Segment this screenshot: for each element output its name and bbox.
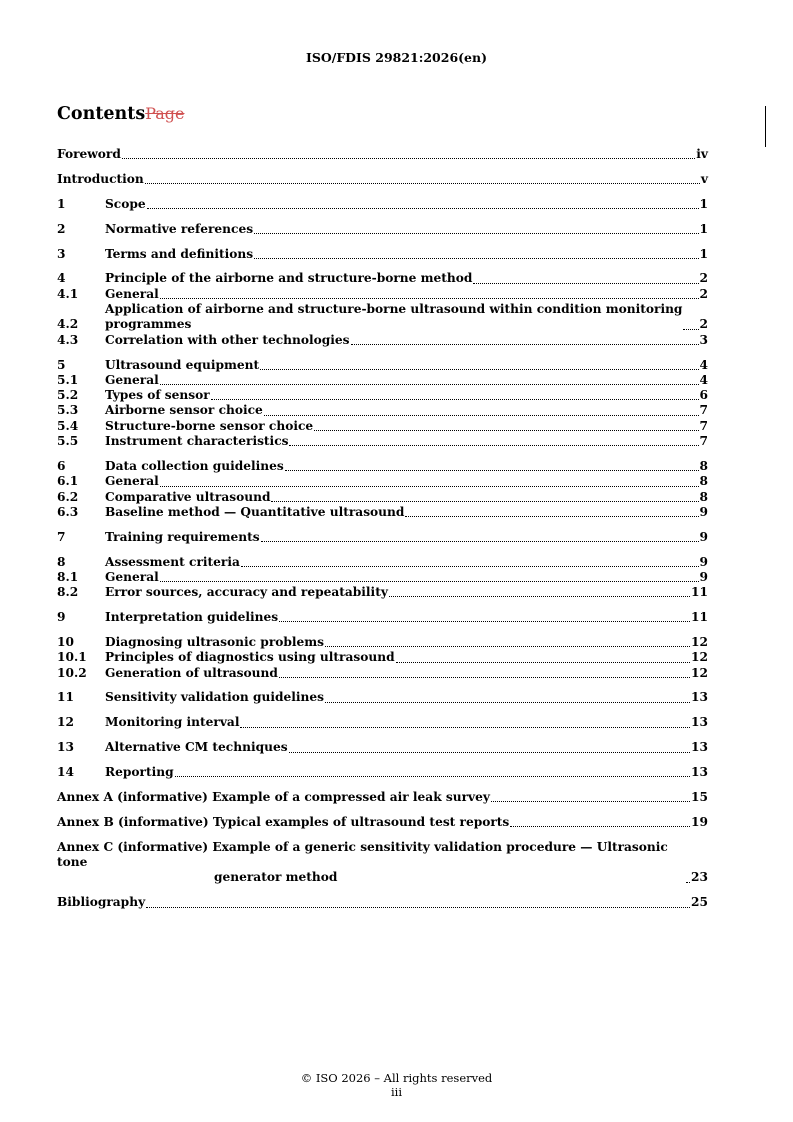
toc-entry[interactable]	[57, 147, 708, 162]
toc-entry-label	[105, 635, 708, 650]
toc-entry-number: 2	[57, 221, 66, 236]
toc-entry-title-line: Data collection guidelines	[105, 458, 284, 473]
toc-entry-label	[105, 740, 708, 755]
dot-leader	[175, 774, 690, 777]
dot-leader	[254, 256, 698, 259]
toc-entry-title	[105, 222, 253, 237]
toc-entry-title-continuation: programmes	[105, 317, 192, 332]
toc-entry-title-line: Generation of ultrasound	[105, 665, 278, 680]
toc-entry-number: 5.2	[57, 388, 79, 403]
toc-entry[interactable]	[57, 650, 708, 665]
toc-entry-title-line: Monitoring interval	[105, 715, 240, 730]
toc-entry[interactable]	[57, 555, 708, 570]
toc-entry[interactable]	[57, 403, 708, 418]
toc-entry-title-line: Correlation with other technologies	[105, 332, 350, 347]
dot-leader	[351, 342, 699, 345]
toc-entry-title	[105, 333, 350, 348]
dot-leader	[160, 296, 699, 299]
toc-entry-page: 12	[691, 650, 708, 665]
toc-entry-label	[105, 403, 708, 418]
toc-entry[interactable]	[57, 895, 708, 910]
toc-entry-title-line: Annex A (informative) Example of a compressed air leak survey	[57, 790, 490, 804]
toc-entry-number: 10.1	[57, 650, 87, 665]
dot-leader	[241, 564, 699, 567]
toc-entry-title-line: Foreword	[57, 147, 121, 161]
page-footer	[0, 1072, 793, 1099]
dot-leader	[264, 413, 699, 416]
toc-entry-number: 4.2	[57, 317, 79, 332]
dot-leader	[686, 880, 690, 883]
toc-entry-title	[57, 172, 144, 187]
toc-entry[interactable]	[57, 287, 708, 302]
toc-entry-title-line: Application of airborne and structure-borne ultrasound within condition monitoring	[105, 302, 683, 317]
toc-entry-label	[105, 197, 708, 212]
toc-entry-page: 4	[699, 357, 708, 372]
toc-entry-title	[105, 197, 146, 212]
toc-entry-title	[57, 790, 490, 805]
toc-entry-label	[105, 585, 708, 600]
toc-entry-label	[105, 715, 708, 730]
toc-entry-title-line: Annex B (informative) Typical examples of ultrasound test reports	[57, 814, 510, 829]
toc-entry-label	[105, 765, 708, 780]
toc-entry-page: 15	[691, 790, 708, 804]
dot-leader	[160, 382, 699, 385]
toc-entry-title-line: Training requirements	[105, 529, 260, 544]
toc-entry-label	[57, 172, 708, 187]
dot-leader	[211, 397, 699, 400]
toc-entry-label	[105, 570, 708, 585]
toc-entry-title	[105, 434, 288, 449]
toc-entry-title	[105, 388, 210, 403]
page-number: iii	[390, 1084, 403, 1099]
toc-entry[interactable]	[57, 815, 708, 830]
toc-entry-label	[105, 555, 708, 570]
toc-entry[interactable]	[57, 505, 708, 520]
toc-entry-page: 12	[691, 634, 708, 649]
toc-entry-label	[105, 247, 708, 262]
toc-entry-label	[105, 419, 708, 434]
toc-entry-label	[105, 222, 708, 237]
toc-entry-title	[105, 690, 324, 705]
toc-entry-title-line: Terms and definitions	[105, 246, 254, 261]
toc-entry-title	[105, 650, 395, 665]
toc-entry-number: 5.3	[57, 403, 79, 418]
toc-entry-number: 3	[57, 246, 66, 261]
toc-entry-label	[57, 147, 708, 162]
toc-entry-title	[105, 530, 260, 545]
toc-entry-number: 6.1	[57, 474, 79, 489]
toc-entry-page: 8	[699, 489, 708, 504]
toc-entry-number: 6.3	[57, 504, 79, 519]
dot-leader	[279, 619, 690, 622]
dot-leader	[240, 725, 690, 728]
toc-entry[interactable]	[57, 373, 708, 388]
toc-entry-label	[105, 610, 708, 625]
contents-title	[57, 104, 185, 124]
dot-leader	[147, 206, 699, 209]
toc-entry-number: 5.5	[57, 434, 79, 449]
toc-entry-page: 4	[699, 372, 708, 387]
toc-entry-title-line: Alternative CM techniques	[105, 740, 288, 755]
toc-entry[interactable]	[57, 635, 708, 650]
toc-entry-title	[57, 815, 509, 830]
toc-entry-number: 5.4	[57, 418, 79, 433]
toc-entry-title-line: Types of sensor	[105, 388, 210, 403]
toc-entry-title	[105, 247, 253, 262]
toc-entry-label	[57, 815, 708, 830]
toc-entry-label	[105, 302, 708, 333]
toc-entry-title	[105, 271, 472, 286]
dot-leader	[314, 428, 698, 431]
toc-entry-title	[105, 287, 159, 302]
dot-leader	[396, 660, 690, 663]
dot-leader	[160, 579, 699, 582]
page-heading-struck: Page	[145, 104, 185, 123]
toc-entry[interactable]	[57, 530, 708, 545]
toc-entry-label	[105, 690, 708, 705]
dot-leader	[285, 468, 699, 471]
toc-entry-title-line: Normative references	[105, 221, 254, 236]
dot-leader	[260, 367, 698, 370]
dot-leader	[491, 799, 690, 802]
toc-entry-title	[105, 610, 278, 625]
toc-entry-page: 11	[691, 610, 708, 625]
toc-entry-page: 8	[699, 474, 708, 489]
toc-entry-title	[105, 765, 174, 780]
toc-entry[interactable]	[57, 490, 708, 505]
toc-entry-title	[105, 505, 404, 520]
toc-entry-page: 1	[699, 246, 708, 261]
toc-entry-label	[105, 490, 708, 505]
toc-entry-title	[57, 840, 685, 886]
contents-heading: Contents	[57, 104, 146, 124]
toc-entry-title-line: Reporting	[105, 765, 174, 780]
toc-entry-label	[105, 373, 708, 388]
toc-entry-page: 1	[699, 196, 708, 211]
toc-entry-title	[105, 555, 240, 570]
toc-entry-number: 13	[57, 740, 74, 755]
dot-leader	[405, 514, 698, 517]
toc-entry[interactable]	[57, 474, 708, 489]
toc-entry-title-line: Interpretation guidelines	[105, 610, 279, 625]
toc-entry[interactable]	[57, 690, 708, 705]
toc-entry-title-continuation: generator method	[214, 870, 338, 885]
toc-entry-page: 9	[699, 529, 708, 544]
toc-entry-title	[105, 302, 682, 333]
toc-entry-number: 6.2	[57, 489, 79, 504]
dot-leader	[473, 281, 698, 284]
toc-entry-title-line: Assessment criteria	[105, 554, 240, 569]
toc-entry[interactable]	[57, 715, 708, 730]
toc-entry-title-line: Structure-borne sensor choice	[105, 418, 314, 433]
toc-entry-title-line: Annex C (informative) Example of a generic sensitivity validation procedure — Ultrasonic tone	[57, 839, 668, 870]
toc-entry-label	[105, 474, 708, 489]
toc-entry-number: 5	[57, 357, 66, 372]
toc-entry-title-line: Principles of diagnostics using ultrasound	[105, 650, 395, 665]
toc-entry-page: 7	[699, 403, 708, 418]
dot-leader	[122, 156, 695, 159]
toc-entry-label	[105, 459, 708, 474]
toc-entry[interactable]	[57, 740, 708, 755]
toc-entry-title	[105, 373, 159, 388]
toc-entry-number: 8.1	[57, 569, 79, 584]
toc-entry-number: 4	[57, 271, 66, 286]
dot-leader	[279, 675, 690, 678]
toc-entry[interactable]	[57, 302, 708, 333]
toc-entry[interactable]	[57, 790, 708, 805]
toc-entry-label	[105, 530, 708, 545]
toc-entry-label	[105, 287, 708, 302]
dot-leader	[289, 750, 690, 753]
toc-entry-title-line: Diagnosing ultrasonic problems	[105, 634, 325, 649]
toc-entry-number: 10	[57, 634, 74, 649]
dot-leader	[261, 539, 699, 542]
toc-entry-label	[105, 333, 708, 348]
toc-entry-title-line: Sensitivity validation guidelines	[105, 690, 325, 705]
toc-entry-page: 23	[691, 870, 708, 885]
toc-entry[interactable]	[57, 765, 708, 780]
toc-entry[interactable]	[57, 666, 708, 681]
toc-entry[interactable]	[57, 459, 708, 474]
toc-entry-title-line: Error sources, accuracy and repeatability	[105, 585, 388, 600]
toc-entry-label	[57, 790, 708, 805]
toc-entry-number: 8	[57, 554, 66, 569]
toc-entry-page: 2	[699, 317, 708, 332]
toc-entry-number: 11	[57, 690, 74, 705]
toc-entry-label	[105, 505, 708, 520]
toc-entry-number: 5.1	[57, 372, 79, 387]
toc-entry-label	[105, 434, 708, 449]
toc-entry-title	[57, 895, 145, 910]
dot-leader	[325, 644, 690, 647]
toc-entry[interactable]	[57, 388, 708, 403]
toc-entry-label	[105, 650, 708, 665]
toc-entry-number: 12	[57, 715, 74, 730]
toc-entry-title	[105, 474, 159, 489]
toc-entry-page: v	[700, 171, 708, 186]
toc-entry[interactable]	[57, 271, 708, 286]
toc-entry-label	[105, 666, 708, 681]
toc-entry-title	[105, 635, 324, 650]
toc-entry-page: 8	[699, 458, 708, 473]
toc-entry-number: 7	[57, 529, 66, 544]
dot-leader	[325, 700, 690, 703]
toc-entry-title-line: Bibliography	[57, 895, 146, 910]
toc-entry-page: 3	[699, 332, 708, 347]
toc-entry-title	[105, 419, 313, 434]
toc-entry-label	[105, 358, 708, 373]
toc-entry-page: 13	[691, 715, 708, 730]
toc-entry-title-line: Introduction	[57, 171, 144, 186]
toc-entry-title	[105, 459, 284, 474]
toc-entry-title	[105, 715, 239, 730]
dot-leader	[289, 443, 698, 446]
toc-entry[interactable]	[57, 222, 708, 237]
toc-entry-number: 4.3	[57, 332, 79, 347]
toc-entry-page: 1	[699, 221, 708, 236]
dot-leader	[145, 181, 700, 184]
toc-entry[interactable]	[57, 197, 708, 212]
toc-entry[interactable]	[57, 585, 708, 600]
toc-entry-label	[105, 271, 708, 286]
toc-entry-title	[105, 740, 288, 755]
toc-entry-label	[57, 895, 708, 910]
toc-entry-page: iv	[696, 147, 708, 161]
table-of-contents	[57, 147, 708, 911]
toc-entry-page: 7	[699, 434, 708, 449]
toc-entry-title-line: General	[105, 569, 159, 584]
toc-entry-page: 13	[691, 765, 708, 780]
toc-entry-title-line: General	[105, 474, 159, 489]
toc-entry-label	[105, 388, 708, 403]
toc-entry-title	[105, 490, 270, 505]
toc-entry-title-line: General	[105, 372, 159, 387]
toc-entry-title	[105, 585, 388, 600]
toc-entry-title-line: Comparative ultrasound	[105, 489, 271, 504]
dot-leader	[510, 824, 690, 827]
toc-entry-title-line: General	[105, 286, 159, 301]
dot-leader	[271, 499, 698, 502]
copyright-notice: © ISO 2026 – All rights reserved	[300, 1071, 493, 1085]
toc-entry[interactable]	[57, 358, 708, 373]
toc-entry[interactable]	[57, 570, 708, 585]
toc-entry-page: 13	[691, 690, 708, 705]
toc-entry-number: 14	[57, 765, 74, 780]
toc-entry-label	[57, 840, 708, 886]
toc-entry-page: 7	[699, 418, 708, 433]
dot-leader	[146, 905, 690, 908]
toc-entry-page: 9	[699, 554, 708, 569]
toc-entry-page: 11	[691, 585, 708, 600]
toc-entry[interactable]	[57, 247, 708, 262]
toc-entry-title	[105, 570, 159, 585]
toc-entry[interactable]	[57, 419, 708, 434]
toc-entry[interactable]	[57, 434, 708, 449]
toc-entry-title-line: Instrument characteristics	[105, 434, 289, 449]
dot-leader	[683, 327, 698, 330]
toc-entry-title	[105, 358, 259, 373]
toc-entry-number: 8.2	[57, 585, 79, 600]
toc-entry[interactable]	[57, 172, 708, 187]
toc-entry-page: 9	[699, 569, 708, 584]
toc-entry-number: 1	[57, 196, 66, 211]
dot-leader	[160, 484, 699, 487]
toc-entry-number: 9	[57, 610, 66, 625]
toc-entry-number: 6	[57, 458, 66, 473]
toc-entry-title	[105, 666, 278, 681]
toc-entry-title-line: Principle of the airborne and structure-borne method	[105, 271, 473, 286]
toc-entry-title-line: Airborne sensor choice	[105, 403, 263, 418]
change-bar	[765, 106, 766, 147]
toc-entry[interactable]	[57, 333, 708, 348]
toc-entry-page: 19	[691, 814, 708, 829]
toc-entry-page: 6	[699, 388, 708, 403]
toc-entry-title-line: Scope	[105, 196, 146, 211]
toc-entry-page: 13	[691, 740, 708, 755]
toc-entry-page: 2	[699, 286, 708, 301]
toc-entry[interactable]	[57, 610, 708, 625]
toc-entry-title-line: Baseline method — Quantitative ultrasound	[105, 504, 405, 519]
toc-entry-page: 2	[699, 271, 708, 286]
toc-entry-page: 25	[691, 895, 708, 910]
toc-entry-title	[57, 147, 121, 162]
toc-entry-number: 10.2	[57, 665, 87, 680]
toc-entry-page: 9	[699, 504, 708, 519]
toc-entry-title-line: Ultrasound equipment	[105, 357, 260, 372]
dot-leader	[254, 231, 698, 234]
toc-entry-page: 12	[691, 665, 708, 680]
toc-entry-number: 4.1	[57, 286, 79, 301]
dot-leader	[389, 594, 690, 597]
toc-entry[interactable]	[57, 840, 708, 886]
document-header: ISO/FDIS 29821:2026(en)	[305, 50, 488, 65]
toc-entry-title	[105, 403, 263, 418]
